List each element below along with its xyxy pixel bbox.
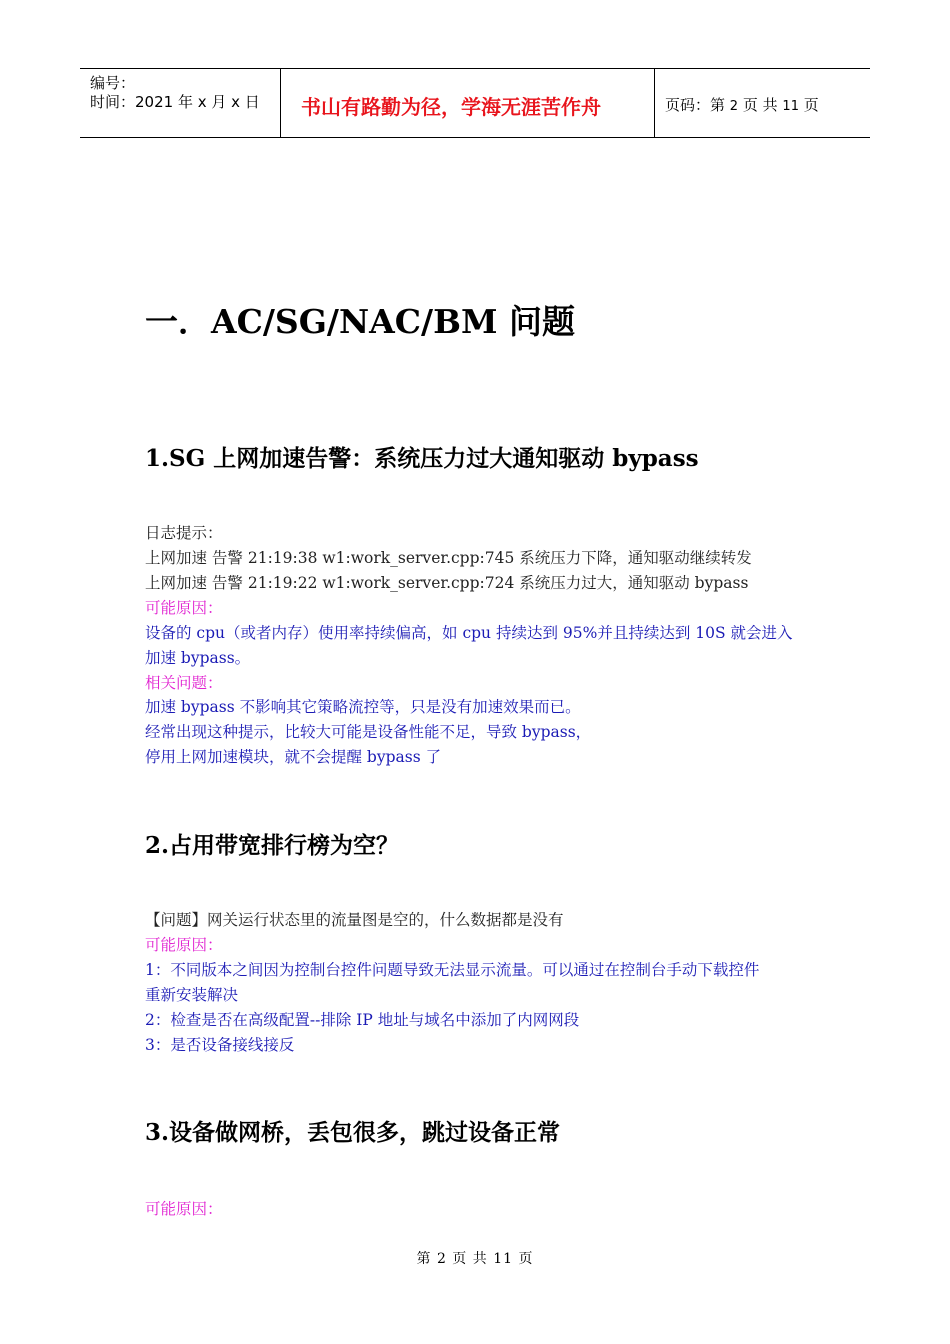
doc-date-label: 时间：2021 年 x 月 x 日 bbox=[90, 93, 260, 111]
section-1-line: 停用上网加速模块，就不会提醒 bypass 了 bbox=[145, 748, 442, 766]
section-1-line: 加速 bypass。 bbox=[145, 649, 251, 667]
section-2-line: 【问题】网关运行状态里的流量图是空的，什么数据都是没有 bbox=[145, 911, 564, 929]
chapter-title: 一．AC/SG/NAC/BM 问题 bbox=[145, 302, 575, 341]
section-1-label: 相关问题： bbox=[145, 674, 223, 692]
section-1-label: 可能原因： bbox=[145, 599, 223, 617]
section-2-title: 2.占用带宽排行榜为空？ bbox=[145, 832, 400, 859]
section-3-title: 3.设备做网桥，丢包很多，跳过设备正常 bbox=[145, 1119, 561, 1146]
section-1-line: 加速 bypass 不影响其它策略流控等，只是没有加速效果而已。 bbox=[145, 698, 581, 716]
header-motto: 书山有路勤为径，学海无涯苦作舟 bbox=[301, 95, 601, 119]
header-page-cell bbox=[655, 69, 870, 137]
section-2-line: 2：检查是否在高级配置--排除 IP 地址与域名中添加了内网网段 bbox=[145, 1011, 580, 1029]
header-meta bbox=[80, 69, 281, 137]
section-1-line: 设备的 cpu（或者内存）使用率持续偏高，如 cpu 持续达到 95%并且持续达到 10S 就会进入 bbox=[145, 624, 793, 642]
section-1-title: 1.SG 上网加速告警：系统压力过大通知驱动 bypass bbox=[145, 445, 699, 472]
section-1-line: 经常出现这种提示，比较大可能是设备性能不足，导致 bypass， bbox=[145, 723, 592, 741]
section-2-label: 可能原因： bbox=[145, 936, 223, 954]
section-3-label: 可能原因： bbox=[145, 1200, 223, 1218]
page-header bbox=[80, 68, 870, 138]
page-footer: 第 2 页 共 11 页 bbox=[416, 1251, 534, 1267]
doc-number-label: 编号： bbox=[90, 74, 136, 92]
section-1-line: 日志提示： bbox=[145, 524, 223, 542]
section-1-line: 上网加速 告警 21:19:38 w1:work_server.cpp:745 系统压力下降，通知驱动继续转发 bbox=[145, 549, 752, 567]
section-2-line: 重新安装解决 bbox=[145, 986, 239, 1004]
section-1-line: 上网加速 告警 21:19:22 w1:work_server.cpp:724 系统压力过大，通知驱动 bypass bbox=[145, 574, 749, 592]
header-motto-cell bbox=[281, 69, 655, 137]
section-2-line: 3：是否设备接线接反 bbox=[145, 1036, 295, 1054]
section-2-line: 1：不同版本之间因为控制台控件问题导致无法显示流量。可以通过在控制台手动下载控件 bbox=[145, 961, 760, 979]
header-page-number: 页码：第 2 页 共 11 页 bbox=[665, 96, 819, 114]
